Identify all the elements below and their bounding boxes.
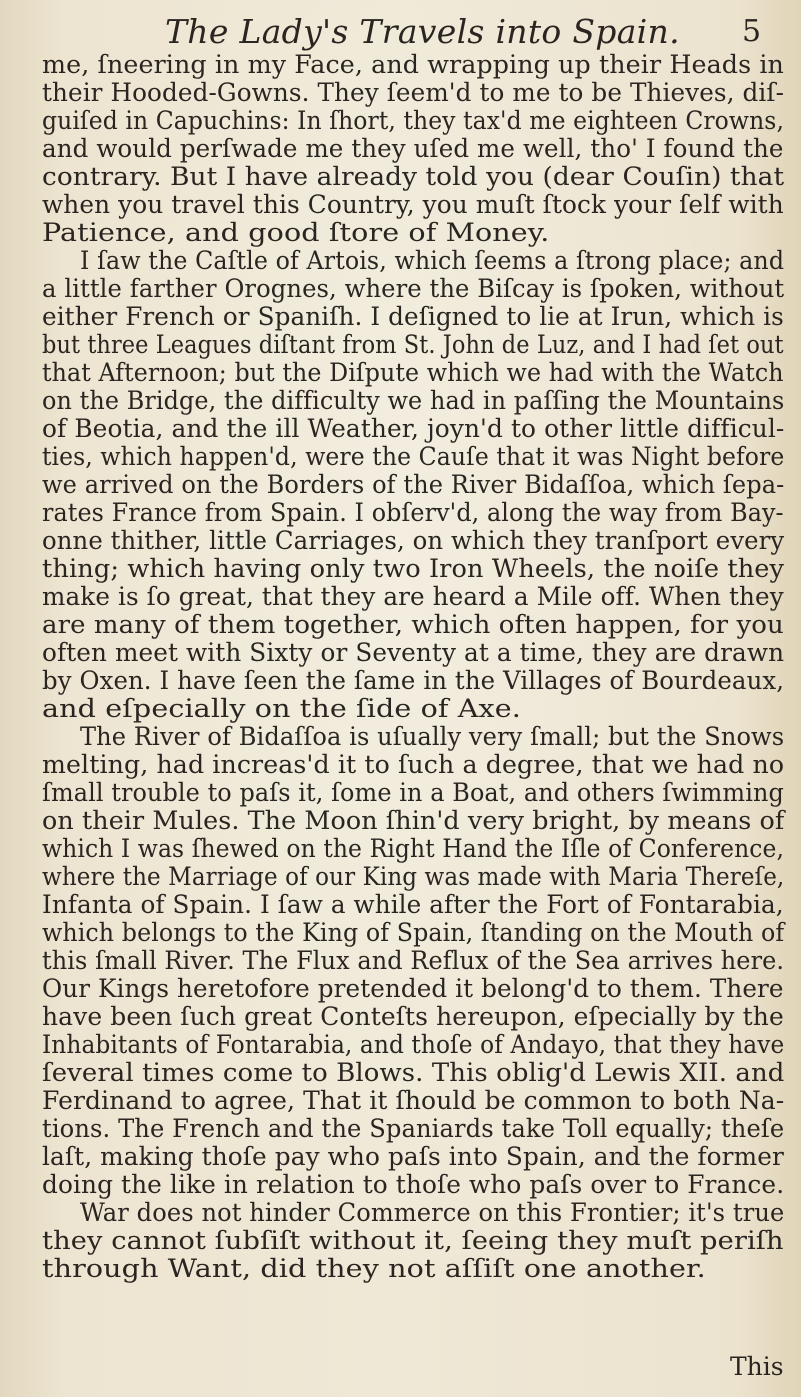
text-line: of Beotia, and the ill Weather, joyn'd to other little difficul- bbox=[42, 414, 785, 444]
text-line: melting, had increas'd it to ſuch a degree, that we had no bbox=[42, 750, 785, 780]
text-line: their Hooded-Gowns. They ſeem'd to me to be Thieves, diſ- bbox=[42, 78, 785, 108]
text-line: are many of them together, which often happen, for you bbox=[42, 610, 784, 640]
text-line: thing; which having only two Iron Wheels, the noiſe they bbox=[42, 554, 785, 584]
text-line: Inhabitants of Fontarabia, and thoſe of Andayo, that they have bbox=[42, 1030, 785, 1060]
text-line: contrary. But I have already told you (dear Couſin) that bbox=[42, 162, 785, 192]
text-line: this ſmall River. The Flux and Reflux of the Sea arrives here. bbox=[42, 946, 785, 976]
catchword: This bbox=[730, 1352, 784, 1381]
text-line: me, ſneering in my Face, and wrapping up their Heads in bbox=[42, 50, 784, 80]
text-line: rates France from Spain. I obſerv'd, along the way from Bay- bbox=[42, 498, 784, 528]
text-line: which belongs to the King of Spain, ſtanding on the Mouth of bbox=[42, 918, 785, 948]
text-line: that Afternoon; but the Diſpute which we had with the Watch bbox=[42, 358, 784, 388]
text-line: doing the like in relation to thoſe who paſs over to France. bbox=[42, 1170, 785, 1200]
text-line: they cannot ſubſiſt without it, ſeeing they muſt periſh bbox=[42, 1226, 784, 1256]
text-line: when you travel this Country, you muſt ſtock your ſelf with bbox=[42, 190, 784, 220]
text-line: guiſed in Capuchins: In ſhort, they tax'd me eighteen Crowns, bbox=[42, 106, 785, 136]
text-line: through Want, did they not aſſiſt one another. bbox=[42, 1254, 706, 1284]
text-line: on their Mules. The Moon ſhin'd very bright, by means of bbox=[42, 806, 785, 836]
text-line: make is ſo great, that they are heard a Mile off. When they bbox=[42, 582, 784, 612]
text-line: have been ſuch great Conteſts hereupon, eſpecially by the bbox=[42, 1002, 784, 1032]
text-line: either French or Spaniſh. I deſigned to lie at Irun, which is bbox=[42, 302, 784, 332]
running-title: The Lady's Travels into Spain. bbox=[165, 12, 680, 51]
text-line: laſt, making thoſe pay who paſs into Spain, and the former bbox=[42, 1142, 784, 1172]
text-line: ties, which happen'd, were the Cauſe that it was Night before bbox=[42, 442, 785, 472]
text-line: by Oxen. I have ſeen the ſame in the Villages of Bourdeaux, bbox=[42, 666, 785, 696]
text-line: ſeveral times come to Blows. This oblig'd Lewis XII. and bbox=[42, 1058, 785, 1088]
text-line: a little farther Orognes, where the Biſcay is ſpoken, without bbox=[42, 274, 785, 304]
text-line: which I was ſhewed on the Right Hand the Iſle of Conference, bbox=[42, 834, 785, 864]
text-line: and eſpecially on the ſide of Axe. bbox=[42, 694, 521, 724]
text-line: Patience, and good ſtore of Money. bbox=[42, 218, 550, 248]
text-line: Ferdinand to agree, That it ſhould be common to both Na- bbox=[42, 1086, 785, 1116]
text-line: Our Kings heretofore pretended it belong'd to them. There bbox=[42, 974, 784, 1004]
text-line: often meet with Sixty or Seventy at a time, they are drawn bbox=[42, 638, 785, 668]
page-header bbox=[0, 12, 801, 52]
text-line: we arrived on the Borders of the River Bidaſſoa, which ſepa- bbox=[42, 470, 785, 500]
text-line: tions. The French and the Spaniards take Toll equally; theſe bbox=[42, 1114, 785, 1144]
text-line: Infanta of Spain. I ſaw a while after the Fort of Fontarabia, bbox=[42, 890, 784, 920]
text-line: I ſaw the Caſtle of Artois, which ſeems a ſtrong place; and bbox=[80, 246, 785, 276]
text-line: on the Bridge, the difficulty we had in paſſing the Mountains bbox=[42, 386, 785, 416]
text-line: and would perſwade me they uſed me well, tho' I found the bbox=[42, 134, 784, 164]
text-line: The River of Bidaſſoa is uſually very ſmall; but the Snows bbox=[80, 722, 785, 752]
page-number: 5 bbox=[742, 14, 762, 49]
text-line: War does not hinder Commerce on this Frontier; it's true bbox=[80, 1198, 785, 1228]
text-line: but three Leagues diſtant from St. John de Luz, and I had ſet out bbox=[42, 330, 784, 360]
text-line: ſmall trouble to paſs it, ſome in a Boat, and others ſwimming bbox=[42, 778, 784, 808]
text-line: onne thither, little Carriages, on which they tranſport every bbox=[42, 526, 785, 556]
text-line: where the Marriage of our King was made with Maria Thereſe, bbox=[42, 862, 785, 892]
